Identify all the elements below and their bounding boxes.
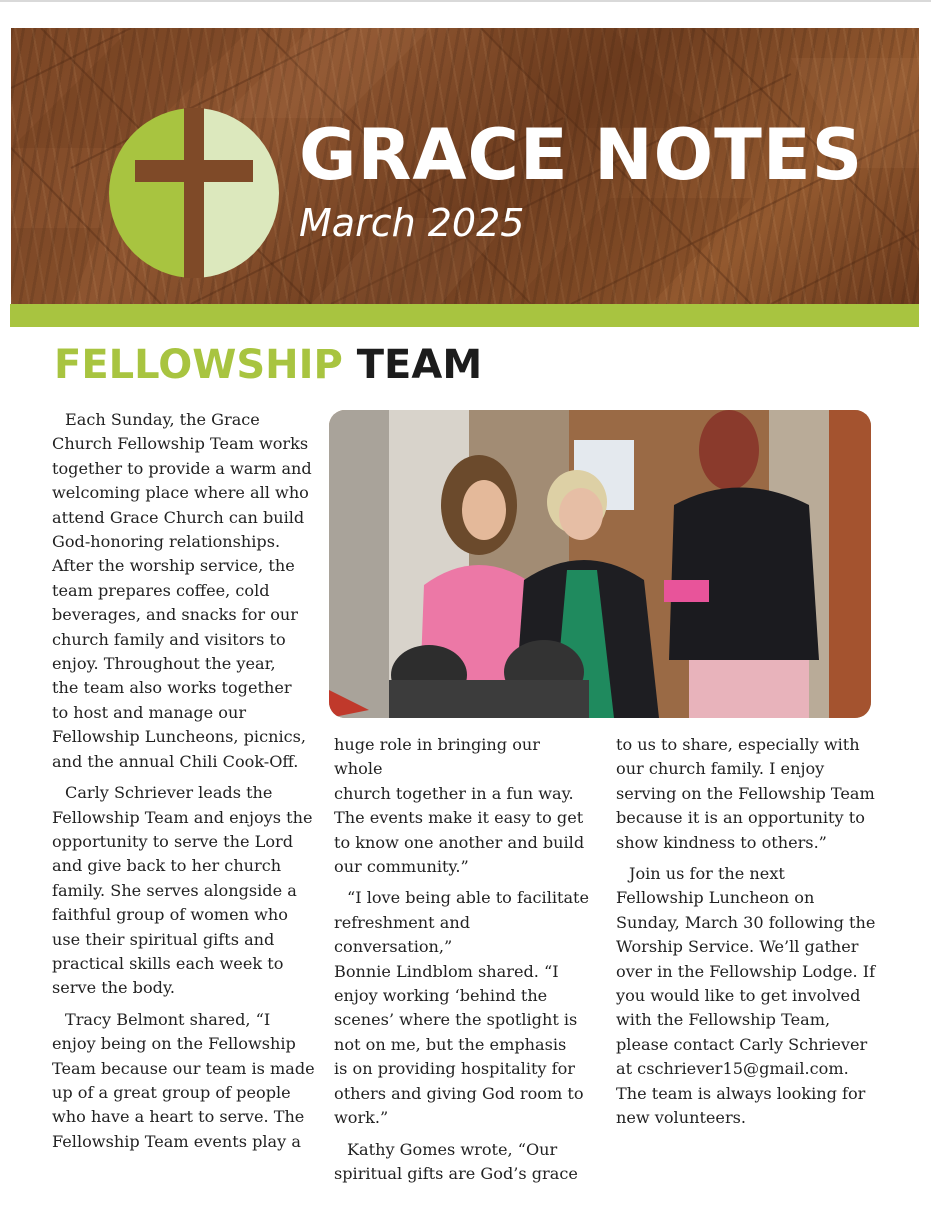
- heading-word-team: TEAM: [356, 342, 483, 388]
- line: Fellowship Luncheon on: [616, 888, 815, 908]
- paragraph-kathy: [334, 1138, 590, 1187]
- article-column-1: [52, 408, 318, 1161]
- line: After the worship service, the: [52, 556, 295, 576]
- line: to host and manage our: [52, 702, 247, 722]
- line: Join us for the next: [629, 864, 785, 884]
- line: Fellowship Luncheons, picnics,: [52, 727, 306, 747]
- line: our church family. I enjoy: [616, 759, 825, 779]
- line: spiritual gifts are God’s grace: [334, 1163, 578, 1183]
- line: church family and visitors to: [52, 629, 286, 649]
- line: beverages, and snacks for our: [52, 605, 298, 625]
- article-column-3: [616, 733, 878, 1138]
- line: welcoming place where all who: [52, 483, 309, 503]
- line: Carly Schriever leads the: [65, 783, 273, 803]
- line: The team is always looking for: [616, 1083, 866, 1103]
- paragraph-carly: [52, 781, 318, 1001]
- line: opportunity to serve the Lord: [52, 831, 294, 851]
- line: up of a great group of people: [52, 1082, 291, 1102]
- line: our community.”: [334, 857, 469, 877]
- line: because it is an opportunity to: [616, 808, 865, 828]
- line: show kindness to others.”: [616, 832, 827, 852]
- line: enjoy. Throughout the year,: [52, 654, 276, 674]
- line: Worship Service. We’ll gather: [616, 937, 859, 957]
- line: Bonnie Lindblom shared. “I: [334, 961, 559, 981]
- line: scenes’ where the spotlight is: [334, 1010, 578, 1030]
- accent-bar: [10, 304, 919, 327]
- paragraph-tracy: [52, 1008, 318, 1154]
- line: team prepares coffee, cold: [52, 580, 270, 600]
- contact-email-line[interactable]: at cschriever15@gmail.com.: [616, 1059, 849, 1079]
- line: “I love being able to facilitate: [347, 888, 590, 908]
- line: Team because our team is made: [52, 1058, 315, 1078]
- heading-word-fellowship: FELLOWSHIP: [54, 342, 343, 388]
- line: who have a heart to serve. The: [52, 1107, 305, 1127]
- line: huge role in bringing our whole: [334, 735, 540, 779]
- paragraph-bonnie: [334, 886, 590, 1130]
- line: with the Fellowship Team,: [616, 1010, 831, 1030]
- masthead-banner: [11, 28, 919, 304]
- paragraph-kathy-cont: [616, 733, 878, 855]
- line: to us to share, especially with: [616, 735, 860, 754]
- line: enjoy working ‘behind the: [334, 986, 548, 1006]
- issue-date: March 2025: [299, 201, 525, 245]
- line: the team also works together: [52, 678, 292, 698]
- line: is on providing hospitality for: [334, 1059, 575, 1079]
- line: new volunteers.: [616, 1108, 747, 1128]
- top-rule: [0, 0, 931, 2]
- cross-circle-icon: [109, 108, 279, 278]
- article-column-2: [334, 733, 590, 1193]
- newsletter-title: GRACE NOTES: [299, 114, 864, 196]
- line: Kathy Gomes wrote, “Our: [347, 1139, 558, 1159]
- line: The events make it easy to get: [334, 808, 584, 828]
- line: enjoy being on the Fellowship: [52, 1034, 296, 1054]
- line: Sunday, March 30 following the: [616, 912, 876, 932]
- line: attend Grace Church can build: [52, 507, 305, 527]
- line: work.”: [334, 1108, 389, 1128]
- line: over in the Fellowship Lodge. If: [616, 961, 876, 981]
- line: serving on the Fellowship Team: [616, 783, 875, 803]
- article-heading: [54, 342, 483, 388]
- line: God-honoring relationships.: [52, 532, 281, 552]
- line: Church Fellowship Team works: [52, 434, 309, 454]
- line: family. She serves alongside a: [52, 880, 297, 900]
- line: to know one another and build: [334, 832, 585, 852]
- photo-illustration: [329, 410, 871, 718]
- line: use their spiritual gifts and: [52, 929, 275, 949]
- line: Tracy Belmont shared, “I: [65, 1009, 271, 1029]
- line: Fellowship Team and enjoys the: [52, 807, 313, 827]
- line: practical skills each week to: [52, 953, 284, 973]
- line: Fellowship Team events play a: [52, 1131, 301, 1151]
- paragraph-invite: [616, 862, 878, 1130]
- line: refreshment and conversation,”: [334, 912, 471, 957]
- paragraph-intro: [52, 408, 318, 774]
- fellowship-team-photo: [329, 410, 871, 718]
- line: not on me, but the emphasis: [334, 1034, 567, 1054]
- line: please contact Carly Schriever: [616, 1034, 868, 1054]
- line: serve the body.: [52, 978, 176, 998]
- line: faithful group of women who: [52, 905, 288, 925]
- line: and give back to her church: [52, 856, 282, 876]
- line: together to provide a warm and: [52, 458, 312, 478]
- line: and the annual Chili Cook-Off.: [52, 751, 299, 771]
- line: others and giving God room to: [334, 1083, 584, 1103]
- line: church together in a fun way.: [334, 783, 574, 803]
- paragraph-tracy-cont: [334, 733, 590, 879]
- line: you would like to get involved: [616, 986, 861, 1006]
- line: Each Sunday, the Grace: [65, 410, 260, 429]
